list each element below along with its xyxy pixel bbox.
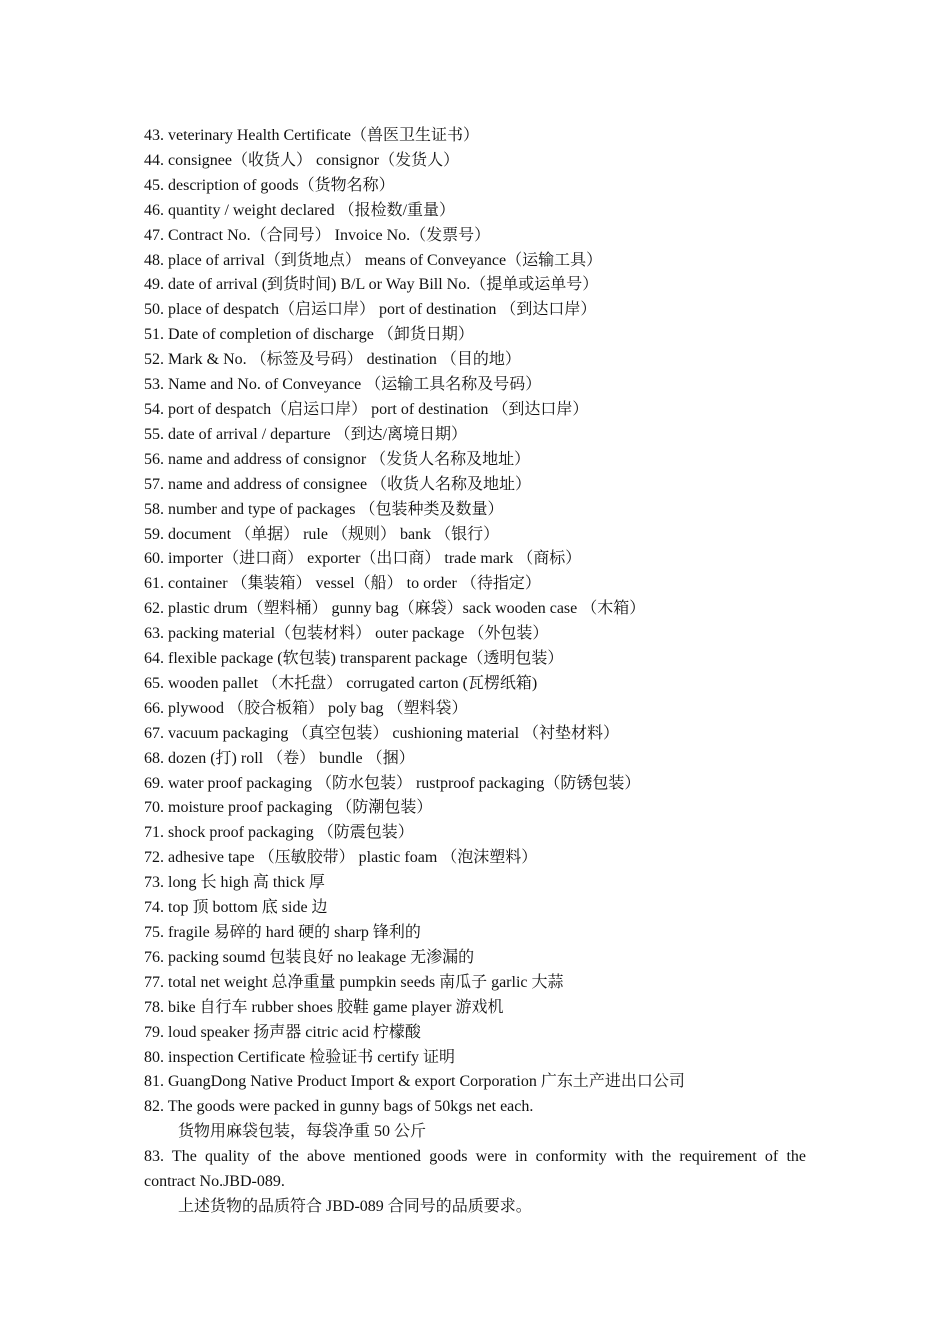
list-item: 81. GuangDong Native Product Import & export Corporation 广东土产进出口公司 — [144, 1073, 685, 1091]
list-item: 82. The goods were packed in gunny bags of 50kgs net each. — [144, 1098, 534, 1116]
list-item: 73. long 长 high 高 thick 厚 — [144, 874, 325, 892]
line-83-part1: 83. The quality of the above mentioned goods were in conformity with the requirement of the — [144, 1148, 806, 1166]
line-82-translation: 货物用麻袋包装，每袋净重 50 公斤 — [178, 1123, 427, 1141]
list-item: 60. importer（进口商） exporter（出口商） trade mark （商标） — [144, 550, 582, 568]
list-item: 47. Contract No.（合同号） Invoice No.（发票号） — [144, 226, 491, 244]
list-item: 46. quantity / weight declared （报检数/重量） — [144, 201, 456, 219]
list-item: 62. plastic drum（塑料桶） gunny bag（麻袋）sack wooden case （木箱） — [144, 600, 646, 618]
list-item: 74. top 顶 bottom 底 side 边 — [144, 899, 328, 917]
list-item: 71. shock proof packaging （防震包装） — [144, 824, 414, 842]
list-item: 51. Date of completion of discharge （卸货日期） — [144, 326, 474, 344]
line-83-translation: 上述货物的品质符合 JBD-089 合同号的品质要求。 — [178, 1197, 532, 1215]
list-item: 45. description of goods（货物名称） — [144, 176, 395, 194]
list-item: 70. moisture proof packaging （防潮包装） — [144, 799, 433, 817]
list-item: 59. document （单据） rule （规则） bank （银行） — [144, 525, 500, 543]
line-83-part2: contract No.JBD-089. — [144, 1173, 285, 1191]
list-item: 52. Mark & No. （标签及号码） destination （目的地） — [144, 351, 521, 369]
list-item: 72. adhesive tape （压敏胶带） plastic foam （泡沫塑料） — [144, 849, 538, 867]
list-item: 76. packing soumd 包装良好 no leakage 无渗漏的 — [144, 948, 475, 966]
list-item: 63. packing material（包装材料） outer package （外包装） — [144, 625, 549, 643]
vocabulary-list — [144, 124, 806, 1120]
list-item: 50. place of despatch（启运口岸） port of destination （到达口岸） — [144, 301, 597, 319]
list-item: 43. veterinary Health Certificate（兽医卫生证书） — [144, 127, 480, 144]
list-item: 77. total net weight 总净重量 pumpkin seeds 南瓜子 garlic 大蒜 — [144, 973, 564, 991]
list-item: 61. container （集装箱） vessel（船） to order （待指定） — [144, 575, 541, 593]
list-item: 75. fragile 易碎的 hard 硬的 sharp 锋利的 — [144, 924, 421, 941]
list-item: 55. date of arrival / departure （到达/离境日期） — [144, 425, 468, 443]
list-item: 80. inspection Certificate 检验证书 certify 证明 — [144, 1048, 456, 1066]
list-item: 49. date of arrival (到货时间) B/L or Way Bill No.（提单或运单号） — [144, 276, 599, 294]
list-item: 57. name and address of consignee （收货人名称及地址） — [144, 475, 532, 493]
list-item: 54. port of despatch（启运口岸） port of destination （到达口岸） — [144, 400, 589, 418]
list-item: 58. number and type of packages （包装种类及数量） — [144, 500, 504, 518]
list-item: 48. place of arrival（到货地点） means of Conveyance（运输工具） — [144, 251, 603, 269]
list-item: 69. water proof packaging （防水包装） rustproof packaging（防锈包装） — [144, 774, 641, 792]
list-item: 79. loud speaker 扬声器 citric acid 柠檬酸 — [144, 1023, 421, 1041]
list-item: 64. flexible package (软包装) transparent package（透明包装） — [144, 650, 564, 668]
list-item: 56. name and address of consignor （发货人名称及地址） — [144, 450, 531, 468]
list-item: 78. bike 自行车 rubber shoes 胶鞋 game player 游戏机 — [144, 998, 504, 1016]
list-item: 53. Name and No. of Conveyance （运输工具名称及号码） — [144, 376, 542, 394]
list-item: 65. wooden pallet （木托盘） corrugated carton (瓦楞纸箱) — [144, 674, 538, 692]
list-item: 66. plywood （胶合板箱） poly bag （塑料袋） — [144, 699, 468, 717]
list-item: 44. consignee（收货人） consignor（发货人） — [144, 151, 460, 169]
list-item: 67. vacuum packaging （真空包装） cushioning material （衬垫材料） — [144, 724, 620, 742]
list-item: 68. dozen (打) roll （卷） bundle （捆） — [144, 749, 415, 767]
document-page — [144, 124, 806, 1220]
